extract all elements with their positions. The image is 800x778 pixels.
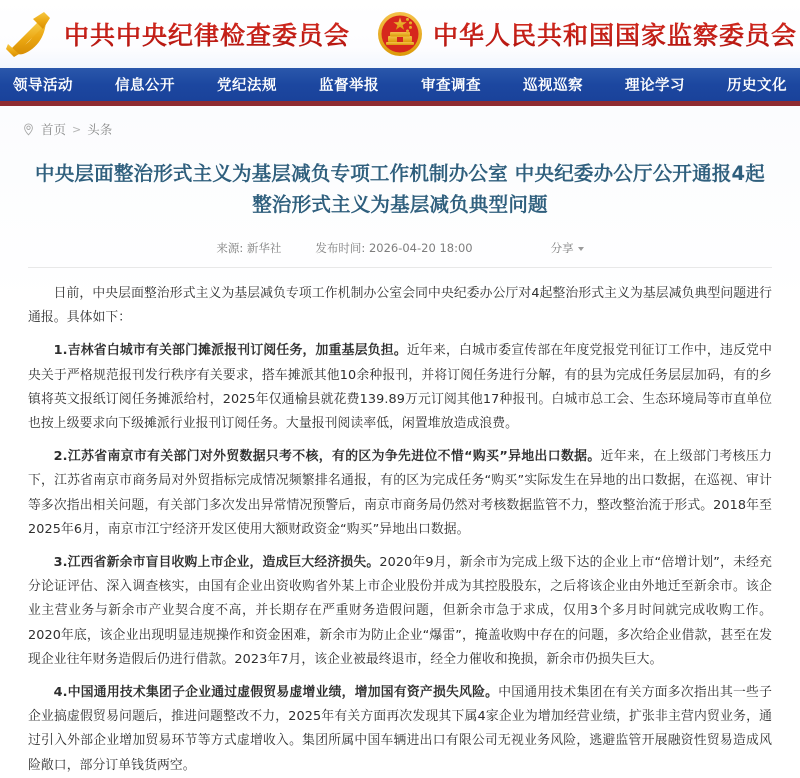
article-publish-time [315,240,472,256]
site-header [0,0,800,68]
article-item-4 [28,681,772,778]
article-body [28,282,772,778]
location-pin-icon [22,123,35,136]
brand-ccdi[interactable] [3,8,350,60]
chevron-down-icon [578,247,584,251]
nav-item-4[interactable]: 审查调查 [421,77,481,94]
item-1-text: 近年来，白城市委宣传部在年度党报党刊征订工作中，违反党中央关于严格规范报刊发行秩序有关要求，搭车摊派其他10余种报刊，并将订阅任务进行分解，有的县为完成任务层层加码，有的乡镇将英文报纸订阅任务摊派给村，2025年仅通榆县就花费139.89万元订阅其他17种报刊。白城市总工会、生态环境局等市直单位也按上级要求向下级摊派行业报刊订阅任务。大量报刊阅读率低，闲置堆放造成浪费。 [28,343,772,432]
article [0,158,800,778]
item-1-lead: 1.吉林省白城市有关部门摊派报刊订阅任务，加重基层负担。 [53,343,407,359]
breadcrumb-home[interactable]: 首页 [41,122,67,137]
article-meta [28,240,772,268]
item-3-text: 2020年9月，新余市为完成上级下达的企业上市“倍增计划”，未经充分论证评估、深入调查核实，由国有企业出资收购省外某上市企业股份并成为其控股股东，之后将该企业由外地迁至新余市。该企业主营业务与新余市产业契合度不高，并长期存在严重财务造假问题，但新余市急于求成，仅用3个多月时间就完成收购工作。2020年底，该企业出现明显违规操作和资金困难，新余市为防止企业“爆雷”，掩盖收购中存在的问题，多次给企业借款，甚至在发现企业往年财务造假后仍进行借款。2023年7月，该企业被最终退市，经全力催收和挽损，新余市仍损失巨大。 [28,555,772,667]
main-navigation [0,68,800,106]
share-button[interactable] [551,240,584,256]
article-intro: 日前，中央层面整治形式主义为基层减负专项工作机制办公室会同中央纪委办公厅对4起整治形式主义为基层减负典型问题进行通报。具体如下： [28,286,772,326]
national-emblem-icon [376,10,424,58]
item-4-lead: 4.中国通用技术集团子企业通过虚假贸易虚增业绩，增加国有资产损失风险。 [53,685,499,701]
nsc-title: 中华人民共和国国家监察委员会 [433,16,797,52]
item-2-lead: 2.江苏省南京市有关部门对外贸数据只考不核，有的区为争先进位不惜“购买”异地出口数据。 [53,449,601,465]
nav-item-5[interactable]: 巡视巡察 [523,77,583,94]
share-label: 分享 [550,241,574,255]
publish-time-value: 2026-04-20 18:00 [368,241,473,255]
breadcrumb-separator: > [72,122,82,136]
ccdi-title: 中共中央纪律检查委员会 [64,16,350,52]
breadcrumb-current: 头条 [87,122,113,137]
item-3-lead: 3.江西省新余市盲目收购上市企业，造成巨大经济损失。 [53,555,380,571]
source-value: 新华社 [246,241,282,255]
breadcrumb [0,106,800,138]
article-source [216,240,281,256]
nav-item-7[interactable]: 历史文化 [727,77,787,94]
nav-item-1[interactable]: 信息公开 [115,77,175,94]
hammer-sickle-icon [3,8,55,60]
publish-time-label: 发布时间: [315,241,366,255]
article-item-1 [28,339,772,436]
nav-item-3[interactable]: 监督举报 [319,77,379,94]
brand-nsc[interactable] [376,10,797,58]
nav-item-0[interactable]: 领导活动 [13,77,73,94]
item-2-text: 近年来，在上级部门考核压力下，江苏省南京市商务局对外贸指标完成情况频繁排名通报，有的区为完成任务“购买”实际发生在异地的出口数据，在巡视、审计等多次指出相关问题，有关部门多次发出异常情况预警后，南京市商务局仍然对考核数据监管不力，整改整治流于形式。2018年至2025年6月，南京市江宁经济开发区使用大额财政资金“购买”异地出口数据。 [28,449,772,537]
page-title: 中央层面整治形式主义为基层减负专项工作机制办公室 中央纪委办公厅公开通报4起整治形式主义为基层减负典型问题 [35,162,765,216]
source-label: 来源: [216,241,244,255]
article-item-2 [28,445,772,542]
item-4-text: 中国通用技术集团在有关方面多次指出其一些子企业搞虚假贸易问题后，推进问题整改不力，2025年有关方面再次发现其下属4家企业为增加经营业绩，扩张非主营内贸业务，通过引入外部企业增加贸易环节等方式虚增收入。集团所属中国车辆进出口有限公司无视业务风险，逃避监管开展融资性贸易造成风险敞口，部分订单钱货两空。 [28,685,773,773]
nav-item-2[interactable]: 党纪法规 [217,77,277,94]
page-body [0,106,800,773]
nav-item-6[interactable]: 理论学习 [625,77,685,94]
article-item-3 [28,551,772,672]
